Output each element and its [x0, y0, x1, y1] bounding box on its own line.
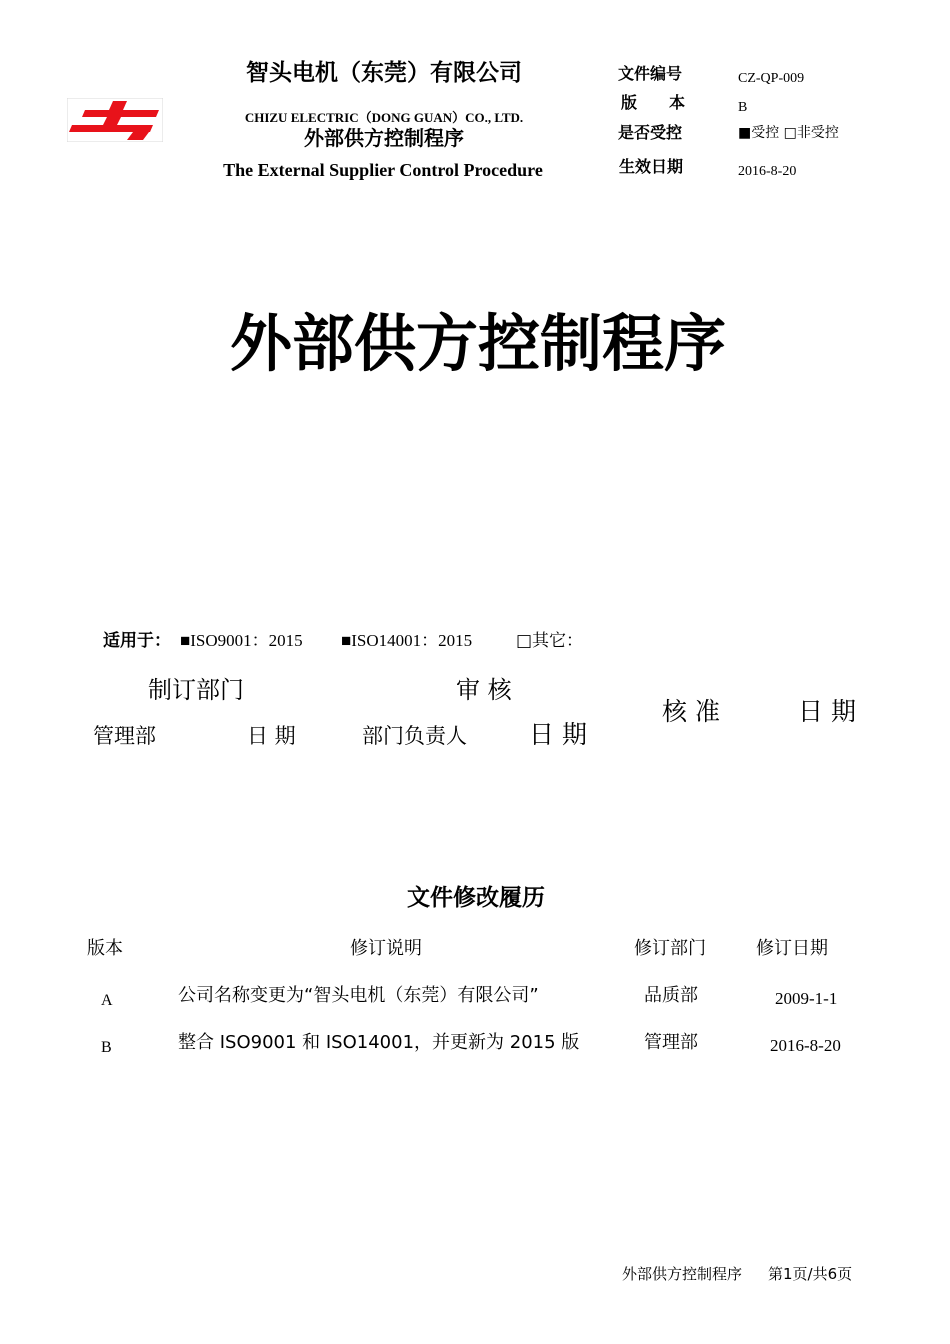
revision-row-date: 2016-8-20: [770, 1036, 841, 1055]
company-name-en: CHIZU ELECTRIC（DONG GUAN）CO., LTD.: [244, 110, 524, 125]
procedure-name-cn: 外部供方控制程序: [304, 126, 464, 150]
approve-date-label: 日 期: [798, 697, 856, 726]
revision-row-dept: 品质部: [644, 985, 698, 1006]
effective-date-value: 2016-8-20: [738, 164, 797, 179]
revision-row-desc: 公司名称变更为“智头电机（东莞）有限公司”: [178, 985, 539, 1006]
document-title: 外部供方控制程序: [229, 307, 727, 380]
revision-row-version: B: [101, 1039, 112, 1056]
company-name-cn: 智头电机（东莞）有限公司: [246, 60, 522, 86]
applicable-iso9001: ■ISO9001：2015: [180, 631, 303, 650]
footer-doc-name: 外部供方控制程序: [622, 1265, 743, 1283]
controlled-value: ■受控 □非受控: [738, 125, 839, 141]
effective-date-label: 生效日期: [619, 157, 684, 176]
version-label: 版 本: [621, 93, 686, 112]
dept-head-label: 部门负责人: [362, 724, 467, 748]
revision-header-date: 修订日期: [756, 938, 828, 959]
applicable-iso14001: ■ISO14001：2015: [341, 631, 473, 650]
prepare-dept-value: 管理部: [93, 724, 156, 748]
version-value: B: [738, 100, 748, 115]
prepare-dept-label: 制订部门: [148, 676, 244, 704]
review-date-label: 日 期: [529, 720, 587, 749]
footer-page-number: 第1页/共6页: [768, 1265, 853, 1283]
doc-no-value: CZ-QP-009: [738, 71, 805, 86]
approve-label: 核 准: [662, 697, 720, 726]
revision-row-version: A: [101, 992, 113, 1009]
revision-row-desc: 整合 ISO9001 和 ISO14001，并更新为 2015 版: [178, 1032, 580, 1053]
revision-row-dept: 管理部: [644, 1032, 698, 1053]
revision-header-dept: 修订部门: [634, 938, 706, 959]
applicable-label: 适用于：: [103, 631, 171, 651]
prepare-date-label: 日 期: [247, 724, 296, 748]
revision-history-title: 文件修改履历: [407, 885, 545, 911]
applicable-other: □其它：: [516, 631, 584, 651]
chizu-logo-icon: [67, 98, 163, 142]
revision-header-version: 版本: [87, 938, 123, 959]
review-label: 审 核: [456, 676, 512, 704]
controlled-label: 是否受控: [618, 123, 683, 142]
procedure-name-en: The External Supplier Control Procedure: [223, 160, 543, 180]
doc-no-label: 文件编号: [618, 64, 683, 83]
revision-header-desc: 修订说明: [350, 938, 422, 959]
revision-row-date: 2009-1-1: [775, 989, 838, 1008]
